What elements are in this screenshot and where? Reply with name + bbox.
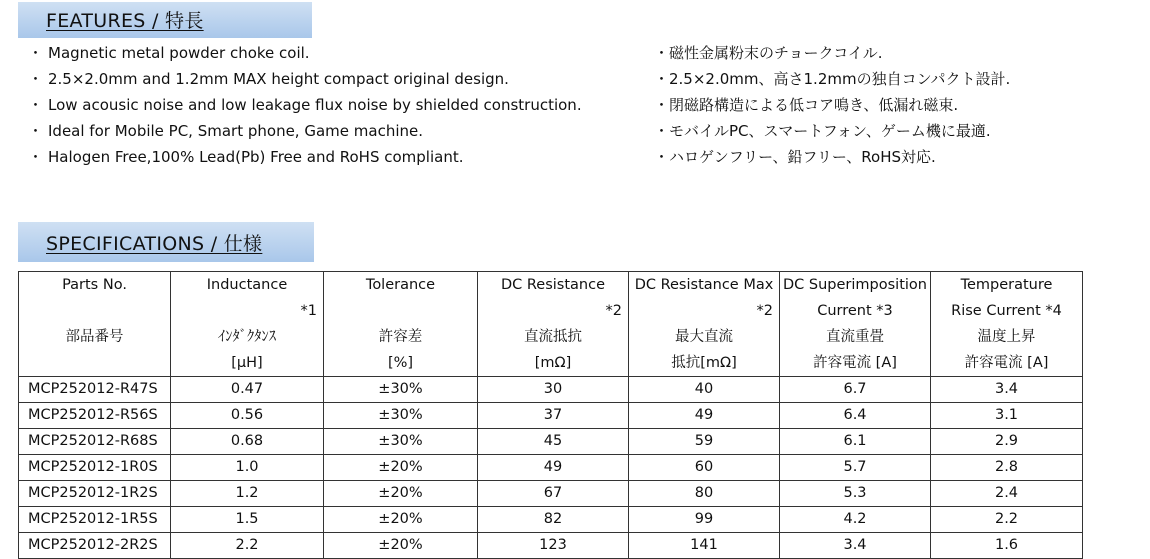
part-number-cell: MCP252012-1R0S xyxy=(19,455,171,481)
bullet-icon: ・ xyxy=(28,122,44,140)
part-number-cell: MCP252012-1R2S xyxy=(19,481,171,507)
feature-item-en: ・ Magnetic metal powder choke coil. xyxy=(28,40,582,66)
specifications-table xyxy=(18,271,1083,559)
inductance-cell: 1.0 xyxy=(171,455,324,481)
dc-superimposition-cell: 6.4 xyxy=(780,403,931,429)
part-number-cell: MCP252012-R68S xyxy=(19,429,171,455)
temperature-rise-cell: 3.4 xyxy=(931,377,1083,403)
column-header-dc-resistance-max: DC Resistance Max *2 最大直流 抵抗[mΩ] xyxy=(629,272,780,377)
dc-superimposition-cell: 5.3 xyxy=(780,481,931,507)
features-section-header xyxy=(18,2,312,38)
table-row xyxy=(19,403,1083,429)
dc-resistance-cell: 30 xyxy=(478,377,629,403)
tolerance-cell: ±30% xyxy=(324,377,478,403)
feature-item-en: ・ 2.5×2.0mm and 1.2mm MAX height compact original design. xyxy=(28,66,582,92)
dc-resistance-cell: 45 xyxy=(478,429,629,455)
temperature-rise-cell: 2.4 xyxy=(931,481,1083,507)
feature-item-ja: ・2.5×2.0mm、高さ1.2mmの独自コンパクト設計. xyxy=(654,70,1011,88)
table-row xyxy=(19,455,1083,481)
column-header-dc-superimposition-current: DC Superimposition Current *3 直流重畳 許容電流 [A] xyxy=(780,272,931,377)
inductance-cell: 0.47 xyxy=(171,377,324,403)
dc-resistance-max-cell: 49 xyxy=(629,403,780,429)
dc-resistance-max-cell: 141 xyxy=(629,533,780,559)
dc-resistance-cell: 82 xyxy=(478,507,629,533)
column-header-parts-no: Parts No. 部品番号 xyxy=(19,272,171,377)
temperature-rise-cell: 2.9 xyxy=(931,429,1083,455)
dc-superimposition-cell: 6.1 xyxy=(780,429,931,455)
specifications-section-header xyxy=(18,222,314,262)
features-list-en xyxy=(28,40,582,170)
dc-resistance-max-cell: 80 xyxy=(629,481,780,507)
tolerance-cell: ±30% xyxy=(324,429,478,455)
inductance-cell: 0.56 xyxy=(171,403,324,429)
dc-resistance-max-cell: 99 xyxy=(629,507,780,533)
column-header-dc-resistance: DC Resistance *2 直流抵抗 [mΩ] xyxy=(478,272,629,377)
dc-superimposition-cell: 4.2 xyxy=(780,507,931,533)
feature-item-ja: ・磁性金属粉末のチョークコイル. xyxy=(654,44,883,62)
feature-item-en: ・ Low acousic noise and low leakage flux noise by shielded construction. xyxy=(28,92,582,118)
specifications-title: SPECIFICATIONS / 仕様 xyxy=(46,233,263,255)
dc-superimposition-cell: 5.7 xyxy=(780,455,931,481)
dc-resistance-cell: 123 xyxy=(478,533,629,559)
table-header-row xyxy=(19,272,1083,377)
inductance-cell: 2.2 xyxy=(171,533,324,559)
dc-superimposition-cell: 3.4 xyxy=(780,533,931,559)
column-header-tolerance: Tolerance 許容差 [%] xyxy=(324,272,478,377)
features-list-ja xyxy=(654,40,1010,170)
temperature-rise-cell: 2.8 xyxy=(931,455,1083,481)
features-title: FEATURES / 特長 xyxy=(46,10,204,32)
feature-item-ja: ・ハロゲンフリー、鉛フリー、RoHS対応. xyxy=(654,148,936,166)
bullet-icon: ・ xyxy=(28,96,44,114)
dc-resistance-cell: 49 xyxy=(478,455,629,481)
bullet-icon: ・ xyxy=(28,44,44,62)
dc-resistance-max-cell: 40 xyxy=(629,377,780,403)
bullet-icon: ・ xyxy=(28,70,44,88)
dc-resistance-max-cell: 60 xyxy=(629,455,780,481)
inductance-cell: 1.2 xyxy=(171,481,324,507)
tolerance-cell: ±20% xyxy=(324,455,478,481)
tolerance-cell: ±30% xyxy=(324,403,478,429)
part-number-cell: MCP252012-2R2S xyxy=(19,533,171,559)
inductance-cell: 1.5 xyxy=(171,507,324,533)
table-row xyxy=(19,377,1083,403)
column-header-inductance: Inductance *1 ｲﾝﾀﾞｸﾀﾝｽ [μH] xyxy=(171,272,324,377)
column-header-temperature-rise-current: Temperature Rise Current *4 温度上昇 許容電流 [A] xyxy=(931,272,1083,377)
dc-resistance-max-cell: 59 xyxy=(629,429,780,455)
tolerance-cell: ±20% xyxy=(324,533,478,559)
table-row xyxy=(19,481,1083,507)
dc-resistance-cell: 67 xyxy=(478,481,629,507)
feature-item-ja: ・閉磁路構造による低コア鳴き、低漏れ磁束. xyxy=(654,96,959,114)
dc-resistance-cell: 37 xyxy=(478,403,629,429)
part-number-cell: MCP252012-1R5S xyxy=(19,507,171,533)
part-number-cell: MCP252012-R47S xyxy=(19,377,171,403)
dc-superimposition-cell: 6.7 xyxy=(780,377,931,403)
feature-item-ja: ・モバイルPC、スマートフォン、ゲーム機に最適. xyxy=(654,122,991,140)
bullet-icon: ・ xyxy=(28,148,44,166)
part-number-cell: MCP252012-R56S xyxy=(19,403,171,429)
table-row xyxy=(19,533,1083,559)
table-row xyxy=(19,429,1083,455)
feature-item-en: ・ Ideal for Mobile PC, Smart phone, Game machine. xyxy=(28,118,582,144)
temperature-rise-cell: 2.2 xyxy=(931,507,1083,533)
inductance-cell: 0.68 xyxy=(171,429,324,455)
table-row xyxy=(19,507,1083,533)
feature-item-en: ・ Halogen Free,100% Lead(Pb) Free and RoHS compliant. xyxy=(28,144,582,170)
tolerance-cell: ±20% xyxy=(324,507,478,533)
temperature-rise-cell: 1.6 xyxy=(931,533,1083,559)
tolerance-cell: ±20% xyxy=(324,481,478,507)
temperature-rise-cell: 3.1 xyxy=(931,403,1083,429)
